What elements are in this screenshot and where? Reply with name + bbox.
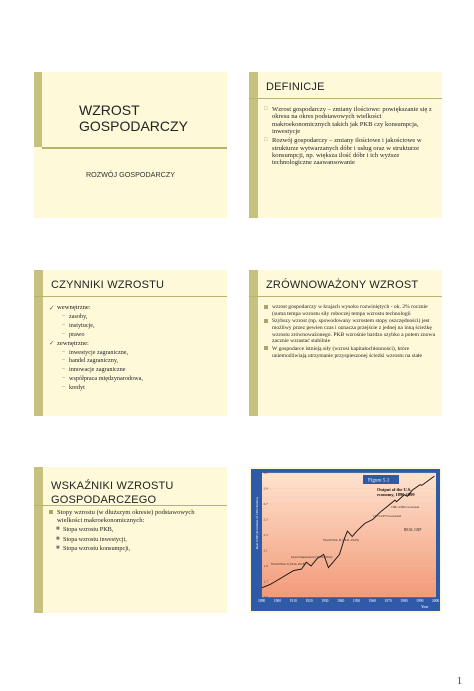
y-tick-label: 2.9 bbox=[263, 486, 268, 491]
slide-main-title bbox=[79, 102, 188, 134]
page-number: 1 bbox=[457, 676, 462, 687]
title-line-1: WZROST bbox=[79, 102, 140, 118]
x-tick-label: 1900 bbox=[273, 599, 282, 603]
list-item: Szybszy wzrost (np. spowodowany wzrostem stopy oszczędności) jest możliwy przez pewien czas i oznacza przejście z jednej na inną ścieżkę wzrostu zrównoważonego. PKB wzrośnie bardzo szybko a potem znowu zacznie wzrastać stabilnie bbox=[264, 318, 436, 344]
y-tick-label: 1.7 bbox=[263, 579, 268, 584]
bullet-icon bbox=[264, 305, 268, 309]
list-item: – handel zagraniczny, bbox=[62, 357, 119, 365]
list-item: ✓ zewnętrzne: bbox=[49, 339, 89, 348]
dash-icon: – bbox=[62, 312, 65, 319]
bullet-icon bbox=[264, 346, 268, 350]
dash-icon: – bbox=[62, 366, 65, 373]
slide-title bbox=[34, 72, 227, 218]
divider bbox=[42, 147, 227, 149]
dash-icon: – bbox=[62, 384, 65, 391]
list-item: ✓ wewnętrzne: bbox=[49, 304, 91, 312]
bullet-icon bbox=[49, 510, 53, 514]
slide-chart bbox=[249, 467, 442, 613]
x-axis-label: Year bbox=[421, 604, 429, 609]
list-item: W gospodarce istnieją siły (wzrost kapitałochłonności), które uniemożliwiają utrzymanie przyspieszonej ścieżki wzrostu na stałe bbox=[264, 346, 436, 359]
y-tick-label: 2.3 bbox=[263, 533, 268, 538]
definition-list bbox=[264, 106, 436, 168]
y-tick-label: 2.5 bbox=[263, 517, 268, 522]
bullet-icon: □ bbox=[264, 136, 268, 143]
annotation-ww2: World War II (1941-1945) bbox=[323, 538, 359, 542]
list-item: – inwestycje zagraniczne, bbox=[62, 348, 129, 356]
slide-heading: CZYNNIKI WZROSTU bbox=[51, 279, 165, 291]
checkmark-icon: ✓ bbox=[49, 304, 55, 312]
y-axis-label: Real GNP (in billions of 1992 dollars) bbox=[255, 497, 259, 549]
sustainable-growth-list bbox=[264, 304, 436, 360]
slide-definicje bbox=[249, 72, 442, 218]
factor-list bbox=[49, 304, 221, 393]
dash-icon: – bbox=[62, 375, 65, 382]
y-tick-label: 2.1 bbox=[263, 548, 268, 553]
accent-bar bbox=[34, 467, 43, 613]
title-underline bbox=[249, 98, 442, 99]
figure-label: Figure 5.1 bbox=[368, 477, 390, 484]
x-tick-label: 1920 bbox=[305, 599, 313, 603]
slide-wskazniki bbox=[34, 467, 227, 613]
list-item: ■ Stopa wzrostu PKB, bbox=[56, 526, 114, 534]
y-tick-label: 2.7 bbox=[263, 502, 268, 507]
list-item: – instytucje, bbox=[62, 321, 95, 329]
accent-bar bbox=[34, 72, 42, 147]
chart-title-line-1: Output of the U.S. bbox=[377, 487, 412, 492]
accent-bar bbox=[249, 270, 258, 416]
title-line-2: GOSPODARCZY bbox=[79, 118, 188, 134]
dash-icon: – bbox=[62, 348, 65, 355]
annotation-recession-1973: 1973-1975 recession bbox=[373, 514, 402, 518]
x-tick-label: 1980 bbox=[400, 599, 408, 603]
y-tick-label: 3.1 bbox=[263, 471, 268, 476]
list-item: – współpraca międzynarodowa, bbox=[62, 375, 143, 383]
list-item: Stopy wzrostu (w dłuższym okresie) podstawowych wielkości makroekonomicznych: bbox=[49, 509, 221, 524]
list-item: ■ Stopa wzrostu konsumpcji, bbox=[56, 545, 131, 553]
series-label-real-gnp: REAL GNP bbox=[404, 528, 422, 532]
bullet-icon bbox=[264, 319, 268, 323]
heading-line-2: GOSPODARCZEGO bbox=[51, 494, 157, 506]
x-tick-label: 1990 bbox=[416, 599, 424, 603]
x-tick-label: 1930 bbox=[321, 599, 329, 603]
dash-icon: – bbox=[62, 321, 65, 328]
heading-line-1: WSKAŹNIKI WZROSTU bbox=[51, 480, 174, 492]
gnp-figure bbox=[251, 469, 440, 611]
bullet-icon: ■ bbox=[56, 535, 60, 542]
x-tick-label: 1960 bbox=[368, 599, 376, 603]
x-tick-label: 1910 bbox=[289, 599, 297, 603]
list-item: □ Wzrost gospodarczy – zmiany ilościowe: powiększanie się z okresu na okres podstawowych wielkości makroekonomicznych takich jak PKB czy konsumpcja, inwestycje bbox=[264, 105, 432, 136]
list-item: – innowacje zagraniczne bbox=[62, 366, 126, 374]
x-tick-label: 2000 bbox=[432, 599, 440, 603]
list-item: – kredyt bbox=[62, 384, 85, 392]
bullet-icon: □ bbox=[264, 105, 268, 112]
annotation-recession-1981: 1981-1982 recession bbox=[391, 505, 420, 509]
dash-icon: – bbox=[62, 357, 65, 364]
title-underline bbox=[249, 296, 442, 297]
list-item: – prawo bbox=[62, 330, 85, 338]
slide-czynniki bbox=[34, 270, 227, 416]
dash-icon: – bbox=[62, 330, 65, 337]
slide-subtitle: ROZWÓJ GOSPODARCZY bbox=[85, 170, 176, 179]
annotation-great-depression: Great Depression (1929-1941) bbox=[291, 555, 333, 559]
x-tick-label: 1940 bbox=[337, 599, 345, 603]
x-tick-label: 1970 bbox=[384, 599, 392, 603]
indicator-list bbox=[49, 509, 221, 555]
x-tick-label: 1950 bbox=[352, 599, 361, 603]
bullet-icon: ■ bbox=[56, 526, 60, 533]
slide-heading: DEFINICJE bbox=[266, 81, 325, 93]
list-item: wzrost gospodarczy w krajach wysoko rozwiniętych - ok. 2% rocznie (suma tempa wzrostu siły roboczej tempa wzrostu technologii bbox=[264, 304, 436, 317]
list-item: ■ Stopa wzrostu inwestycji, bbox=[56, 535, 127, 543]
list-item: □ Rozwój gospodarczy – zmiany ilościowe i jakościowe w strukturze wytwarzanych dóbr i usług oraz w strukturze konsumpcji, np. większa ilość dóbr i ich wyższe technologiczne zaawansowanie bbox=[264, 136, 422, 167]
checkmark-icon: ✓ bbox=[49, 340, 55, 348]
bullet-icon: ■ bbox=[56, 545, 60, 552]
accent-bar bbox=[249, 72, 258, 218]
gnp-chart bbox=[251, 469, 440, 611]
slide-heading bbox=[51, 479, 174, 507]
y-tick-label: 1.9 bbox=[263, 564, 268, 569]
x-tick-label: 1890 bbox=[258, 599, 266, 603]
annotation-ww1: World War I (1914-1918) bbox=[271, 562, 306, 566]
chart-title-line-2: economy, 1890-1999 bbox=[377, 492, 415, 497]
title-underline bbox=[34, 296, 227, 297]
accent-bar bbox=[34, 270, 43, 416]
slide-heading: ZRÓWNOWAŻONY WZROST bbox=[266, 279, 419, 291]
slide-zrownowazony bbox=[249, 270, 442, 416]
list-item: – zasoby, bbox=[62, 312, 88, 320]
y-tick-label: 1.5 bbox=[263, 595, 268, 600]
